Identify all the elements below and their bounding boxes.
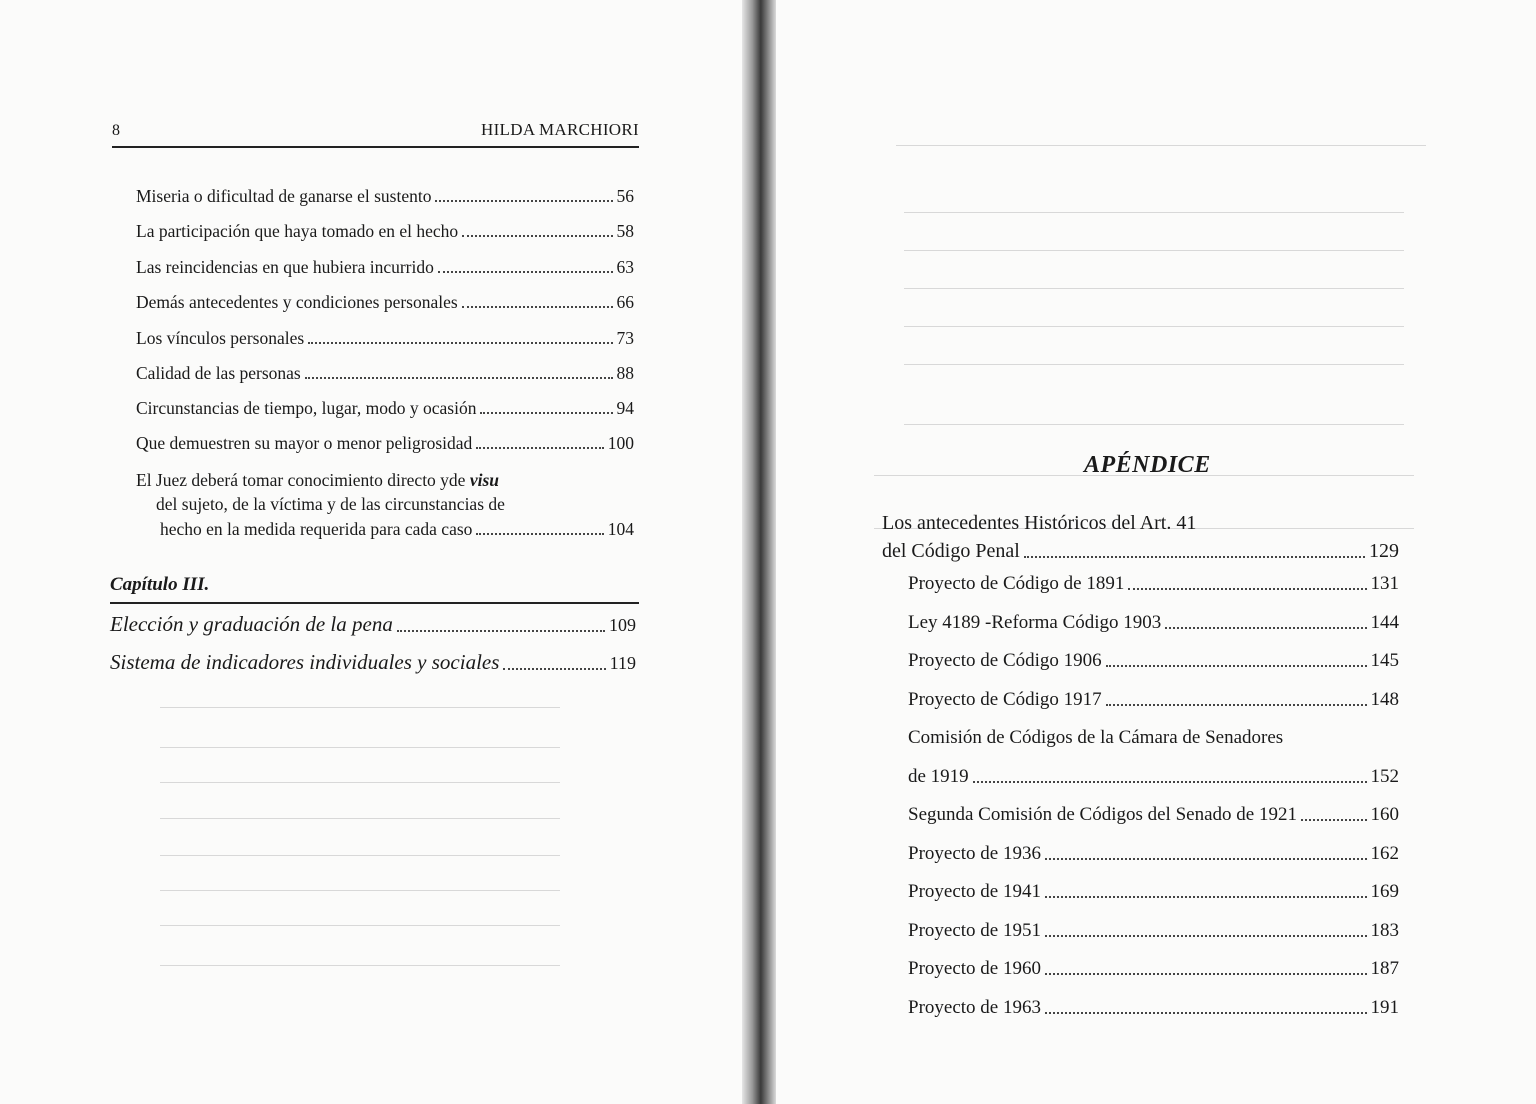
toc-entry-title: Las reincidencias en que hubiera incurrido <box>136 257 434 277</box>
appendix-entry <box>908 573 1399 595</box>
bleed-through-line <box>904 326 1404 327</box>
appendix-entry <box>908 881 1399 903</box>
toc-entry-title: Proyecto de Código 1917 <box>908 689 1102 710</box>
appendix-entry <box>908 650 1399 672</box>
chapter-entry-title: Elección y graduación de la pena <box>110 612 393 636</box>
toc-entry-page: 100 <box>607 433 634 453</box>
chapter-title: Capítulo III. <box>110 574 639 604</box>
toc-entry-title: Que demuestren su mayor o menor peligrosidad <box>136 433 473 453</box>
toc-entry-page: 160 <box>1370 804 1399 825</box>
bleed-through-line <box>904 250 1404 251</box>
bleed-through-line <box>160 855 560 856</box>
toc-entry-page: 104 <box>607 519 634 539</box>
bleed-through-line <box>160 818 560 819</box>
toc-entry-page: 131 <box>1370 573 1399 594</box>
chapter-entry <box>110 650 636 675</box>
chapter-entry-page: 109 <box>609 615 636 635</box>
toc-entry-title: Circunstancias de tiempo, lugar, modo y ocasión <box>136 398 477 418</box>
toc-entry-title: La participación que haya tomado en el hecho <box>136 221 459 241</box>
dot-leader <box>476 447 603 449</box>
toc-entry-title: Calidad de las personas <box>136 363 301 383</box>
dot-leader <box>480 412 612 414</box>
toc-entry <box>136 292 634 313</box>
toc-entry-page: 73 <box>616 328 634 348</box>
bleed-through-line <box>896 145 1426 146</box>
toc-entry-page: 56 <box>616 186 634 206</box>
dot-leader <box>1045 858 1367 860</box>
toc-entry-page: 152 <box>1370 766 1399 787</box>
toc-entry-page: 169 <box>1370 881 1399 902</box>
toc-entry-title: Miseria o dificultad de ganarse el sustento <box>136 186 432 206</box>
toc-entry-title: Proyecto de 1963 <box>908 997 1041 1018</box>
toc-entry-title: de 1919 <box>908 766 969 787</box>
dot-leader <box>1045 1012 1367 1014</box>
chapter-entry-page: 119 <box>609 653 636 673</box>
toc-entry-juez-line2: del sujeto, de la víctima y de las circunstancias de <box>156 494 505 514</box>
dot-leader <box>476 533 603 535</box>
dot-leader <box>503 668 605 670</box>
toc-entry-page: 66 <box>616 292 634 312</box>
toc-entry-page: 145 <box>1370 650 1399 671</box>
toc-entry-page: 94 <box>616 398 634 418</box>
toc-entry-juez-line3 <box>160 519 634 540</box>
appendix-entry <box>908 612 1399 634</box>
toc-entry <box>136 186 634 207</box>
toc-entry-title: Proyecto de 1951 <box>908 920 1041 941</box>
dot-leader <box>1128 588 1366 590</box>
toc-entry-title: Segunda Comisión de Códigos del Senado de 1921 <box>908 804 1297 825</box>
dot-leader <box>1301 819 1367 821</box>
dot-leader <box>1024 556 1365 558</box>
bleed-through-line <box>160 747 560 748</box>
dot-leader <box>1165 627 1366 629</box>
dot-leader <box>973 781 1367 783</box>
chapter-entry-title: Sistema de indicadores individuales y sociales <box>110 650 500 674</box>
dot-leader <box>1045 896 1367 898</box>
toc-entry-title: Proyecto de 1960 <box>908 958 1041 979</box>
toc-entry-page: 183 <box>1370 920 1399 941</box>
book-gutter <box>742 0 776 1104</box>
toc-entry-title: Demás antecedentes y condiciones personales <box>136 292 458 312</box>
appendix-heading: APÉNDICE <box>1084 452 1211 478</box>
toc-entry <box>136 328 634 349</box>
dot-leader <box>435 200 612 202</box>
dot-leader <box>308 342 612 344</box>
running-head: HILDA MARCHIORI <box>481 120 639 139</box>
bleed-through-line <box>160 707 560 708</box>
toc-entry-page: 148 <box>1370 689 1399 710</box>
appendix-comision-line2 <box>908 766 1399 788</box>
appendix-entry <box>908 920 1399 942</box>
toc-entry-title: Proyecto de 1936 <box>908 843 1041 864</box>
dot-leader <box>462 306 613 308</box>
dot-leader <box>397 630 605 632</box>
dot-leader <box>305 377 613 379</box>
dot-leader <box>462 235 612 237</box>
toc-entry-title: Proyecto de 1941 <box>908 881 1041 902</box>
dot-leader <box>1045 935 1367 937</box>
bleed-through-line <box>904 364 1404 365</box>
bleed-through-line <box>160 925 560 926</box>
dot-leader <box>1106 704 1367 706</box>
toc-entry <box>136 257 634 278</box>
toc-entry-italic-word: visu <box>469 470 500 490</box>
appendix-entry <box>908 997 1399 1019</box>
dot-leader <box>1045 973 1367 975</box>
toc-entry-title: del Código Penal <box>882 540 1020 562</box>
toc-entry-page: 187 <box>1370 958 1399 979</box>
appendix-main-entry-line2 <box>882 540 1399 563</box>
bleed-through-line <box>904 212 1404 213</box>
appendix-entry <box>908 843 1399 865</box>
appendix-comision-line1: Comisión de Códigos de la Cámara de Senadores <box>908 727 1284 748</box>
appendix-entry <box>908 804 1399 826</box>
toc-entry <box>136 363 634 384</box>
left-page-header <box>112 118 639 148</box>
dot-leader <box>1106 665 1367 667</box>
appendix-main-entry-line1: Los antecedentes Históricos del Art. 41 <box>882 512 1197 534</box>
page-number: 8 <box>112 122 120 139</box>
bleed-through-line <box>160 890 560 891</box>
toc-entry-page: 88 <box>616 363 634 383</box>
appendix-entry <box>908 958 1399 980</box>
toc-entry-juez-line1 <box>136 470 499 491</box>
bleed-through-line <box>904 288 1404 289</box>
left-page <box>0 0 752 1104</box>
toc-entry-title: Proyecto de Código de 1891 <box>908 573 1125 594</box>
bleed-through-line <box>160 965 560 966</box>
toc-entry-page: 58 <box>616 221 634 241</box>
toc-entry-title: Ley 4189 -Reforma Código 1903 <box>908 612 1162 633</box>
toc-entry-page: 144 <box>1370 612 1399 633</box>
toc-entry-page: 63 <box>616 257 634 277</box>
bleed-through-line <box>904 424 1404 425</box>
toc-entry <box>136 433 634 454</box>
toc-entry-title: Proyecto de Código 1906 <box>908 650 1102 671</box>
dot-leader <box>438 271 613 273</box>
toc-entry-page: 129 <box>1369 540 1399 562</box>
appendix-entry <box>908 689 1399 711</box>
toc-entry <box>136 221 634 242</box>
toc-entry-page: 191 <box>1370 997 1399 1018</box>
toc-entry-title: Los vínculos personales <box>136 328 305 348</box>
bleed-through-line <box>160 782 560 783</box>
toc-entry-title: hecho en la medida requerida para cada caso <box>160 519 473 539</box>
chapter-entry <box>110 612 636 637</box>
toc-entry <box>136 398 634 419</box>
toc-entry-text: El Juez deberá tomar conocimiento directo yde <box>136 470 470 490</box>
toc-entry-page: 162 <box>1370 843 1399 864</box>
